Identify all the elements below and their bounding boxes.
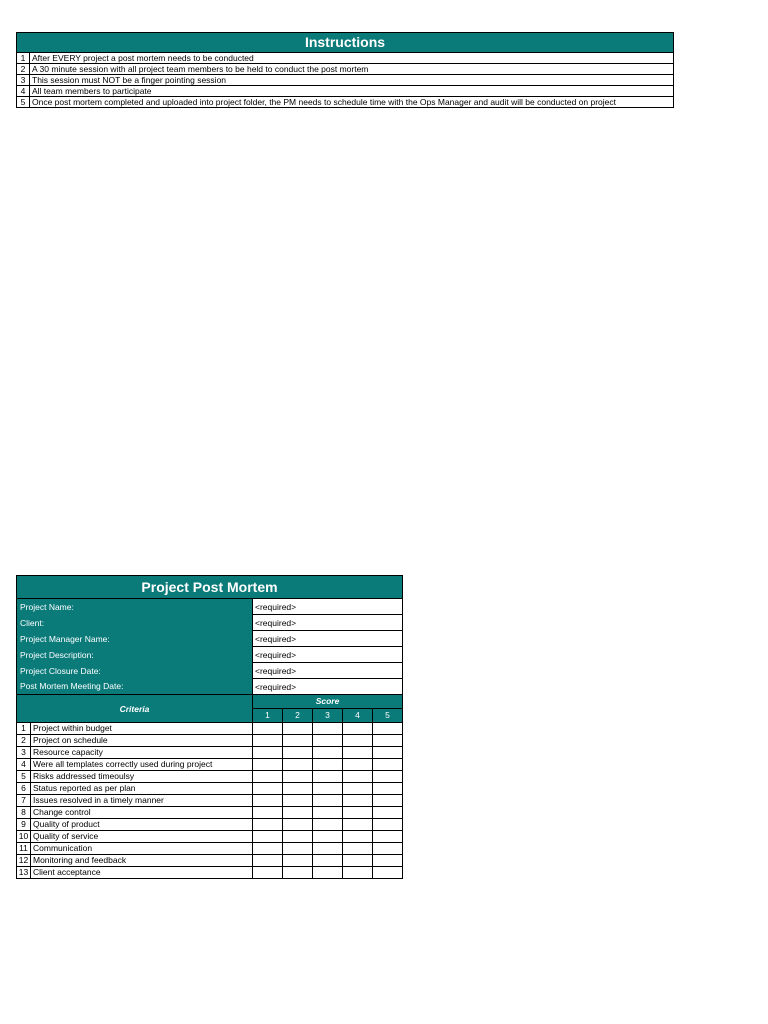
score-cell-1[interactable] [253,831,283,843]
score-cell-5[interactable] [373,855,403,867]
criteria-number: 4 [17,759,31,771]
field-row [17,663,403,679]
score-cell-5[interactable] [373,867,403,879]
score-cell-1[interactable] [253,807,283,819]
score-cell-5[interactable] [373,819,403,831]
field-label-project-manager: Project Manager Name: [17,631,253,647]
criteria-text: Quality of service [31,831,253,843]
score-cell-1[interactable] [253,735,283,747]
criteria-text: Project within budget [31,723,253,735]
score-cell-2[interactable] [283,747,313,759]
instructions-table [16,32,674,108]
score-cell-5[interactable] [373,795,403,807]
criteria-text: Project on schedule [31,735,253,747]
score-cell-2[interactable] [283,867,313,879]
post-mortem-title: Project Post Mortem [17,576,403,599]
criteria-row [17,855,403,867]
score-column-2: 2 [283,709,313,723]
criteria-text: Change control [31,807,253,819]
criteria-row [17,759,403,771]
instruction-number: 2 [17,64,30,75]
score-cell-4[interactable] [343,819,373,831]
post-mortem-table [16,575,403,879]
field-row [17,679,403,695]
criteria-header: Criteria [17,695,253,723]
score-cell-4[interactable] [343,843,373,855]
criteria-row [17,747,403,759]
field-row [17,647,403,663]
score-cell-1[interactable] [253,723,283,735]
score-column-3: 3 [313,709,343,723]
score-cell-1[interactable] [253,783,283,795]
score-cell-3[interactable] [313,831,343,843]
instruction-number: 5 [17,97,30,108]
score-cell-3[interactable] [313,783,343,795]
criteria-row [17,807,403,819]
score-cell-5[interactable] [373,831,403,843]
score-cell-5[interactable] [373,843,403,855]
score-cell-4[interactable] [343,807,373,819]
score-cell-3[interactable] [313,819,343,831]
field-value-client[interactable]: <required> [253,615,403,631]
score-cell-5[interactable] [373,759,403,771]
score-cell-3[interactable] [313,747,343,759]
criteria-row [17,771,403,783]
score-cell-1[interactable] [253,771,283,783]
instruction-row [17,53,674,64]
instruction-row [17,86,674,97]
score-cell-3[interactable] [313,843,343,855]
field-value-project-name[interactable]: <required> [253,599,403,615]
score-cell-5[interactable] [373,723,403,735]
field-row [17,599,403,615]
score-cell-3[interactable] [313,867,343,879]
score-cell-3[interactable] [313,807,343,819]
instruction-text: Once post mortem completed and uploaded into project folder, the PM needs to schedule time with the Ops Manager and audit will be conducted on project [30,97,674,108]
instruction-text: All team members to participate [30,86,674,97]
criteria-number: 11 [17,843,31,855]
field-value-project-description[interactable]: <required> [253,647,403,663]
criteria-number: 8 [17,807,31,819]
instruction-row [17,64,674,75]
criteria-text: Issues resolved in a timely manner [31,795,253,807]
score-cell-3[interactable] [313,759,343,771]
field-value-project-manager[interactable]: <required> [253,631,403,647]
criteria-row [17,819,403,831]
criteria-text: Monitoring and feedback [31,855,253,867]
criteria-number: 10 [17,831,31,843]
score-cell-1[interactable] [253,819,283,831]
instruction-text: A 30 minute session with all project team members to be held to conduct the post mortem [30,64,674,75]
score-column-4: 4 [343,709,373,723]
score-cell-2[interactable] [283,807,313,819]
score-cell-4[interactable] [343,795,373,807]
criteria-row [17,723,403,735]
criteria-number: 12 [17,855,31,867]
criteria-row [17,795,403,807]
criteria-number: 6 [17,783,31,795]
score-cell-1[interactable] [253,747,283,759]
criteria-text: Were all templates correctly used during project [31,759,253,771]
score-column-5: 5 [373,709,403,723]
score-cell-4[interactable] [343,759,373,771]
field-label-meeting-date: Post Mortem Meeting Date: [17,679,253,695]
criteria-text: Status reported as per plan [31,783,253,795]
field-value-meeting-date[interactable]: <required> [253,679,403,695]
score-cell-4[interactable] [343,855,373,867]
criteria-text: Communication [31,843,253,855]
score-cell-2[interactable] [283,771,313,783]
criteria-number: 7 [17,795,31,807]
score-cell-2[interactable] [283,735,313,747]
criteria-rows [17,723,403,879]
score-cell-4[interactable] [343,867,373,879]
score-cell-1[interactable] [253,795,283,807]
score-cell-5[interactable] [373,747,403,759]
criteria-number: 2 [17,735,31,747]
field-label-project-name: Project Name: [17,599,253,615]
score-column-1: 1 [253,709,283,723]
score-cell-2[interactable] [283,783,313,795]
score-cell-3[interactable] [313,735,343,747]
score-cell-5[interactable] [373,783,403,795]
criteria-number: 3 [17,747,31,759]
score-cell-4[interactable] [343,783,373,795]
field-value-closure-date[interactable]: <required> [253,663,403,679]
instruction-row [17,75,674,86]
score-cell-3[interactable] [313,855,343,867]
field-label-project-description: Project Description: [17,647,253,663]
criteria-text: Client acceptance [31,867,253,879]
score-cell-1[interactable] [253,855,283,867]
criteria-row [17,831,403,843]
score-cell-1[interactable] [253,843,283,855]
score-cell-1[interactable] [253,867,283,879]
score-cell-2[interactable] [283,855,313,867]
instructions-title: Instructions [17,33,674,53]
field-label-client: Client: [17,615,253,631]
criteria-text: Risks addressed timeoulsy [31,771,253,783]
score-cell-1[interactable] [253,759,283,771]
score-cell-4[interactable] [343,771,373,783]
criteria-row [17,843,403,855]
instruction-number: 3 [17,75,30,86]
instruction-text: This session must NOT be a finger pointing session [30,75,674,86]
score-cell-5[interactable] [373,807,403,819]
field-row [17,615,403,631]
score-cell-4[interactable] [343,735,373,747]
score-cell-2[interactable] [283,819,313,831]
score-cell-4[interactable] [343,831,373,843]
score-cell-2[interactable] [283,831,313,843]
score-cell-2[interactable] [283,759,313,771]
instruction-number: 1 [17,53,30,64]
score-cell-5[interactable] [373,735,403,747]
instruction-row [17,97,674,108]
score-header: Score [253,695,403,709]
criteria-row [17,867,403,879]
criteria-text: Resource capacity [31,747,253,759]
criteria-number: 5 [17,771,31,783]
criteria-number: 9 [17,819,31,831]
criteria-number: 13 [17,867,31,879]
score-cell-4[interactable] [343,747,373,759]
field-label-closure-date: Project Closure Date: [17,663,253,679]
score-cell-5[interactable] [373,771,403,783]
score-cell-3[interactable] [313,795,343,807]
score-cell-3[interactable] [313,723,343,735]
criteria-row [17,735,403,747]
score-cell-2[interactable] [283,723,313,735]
instruction-text: After EVERY project a post mortem needs to be conducted [30,53,674,64]
score-cell-3[interactable] [313,771,343,783]
instruction-number: 4 [17,86,30,97]
score-cell-2[interactable] [283,843,313,855]
criteria-number: 1 [17,723,31,735]
score-cell-2[interactable] [283,795,313,807]
criteria-row [17,783,403,795]
field-row [17,631,403,647]
criteria-text: Quality of product [31,819,253,831]
score-cell-4[interactable] [343,723,373,735]
